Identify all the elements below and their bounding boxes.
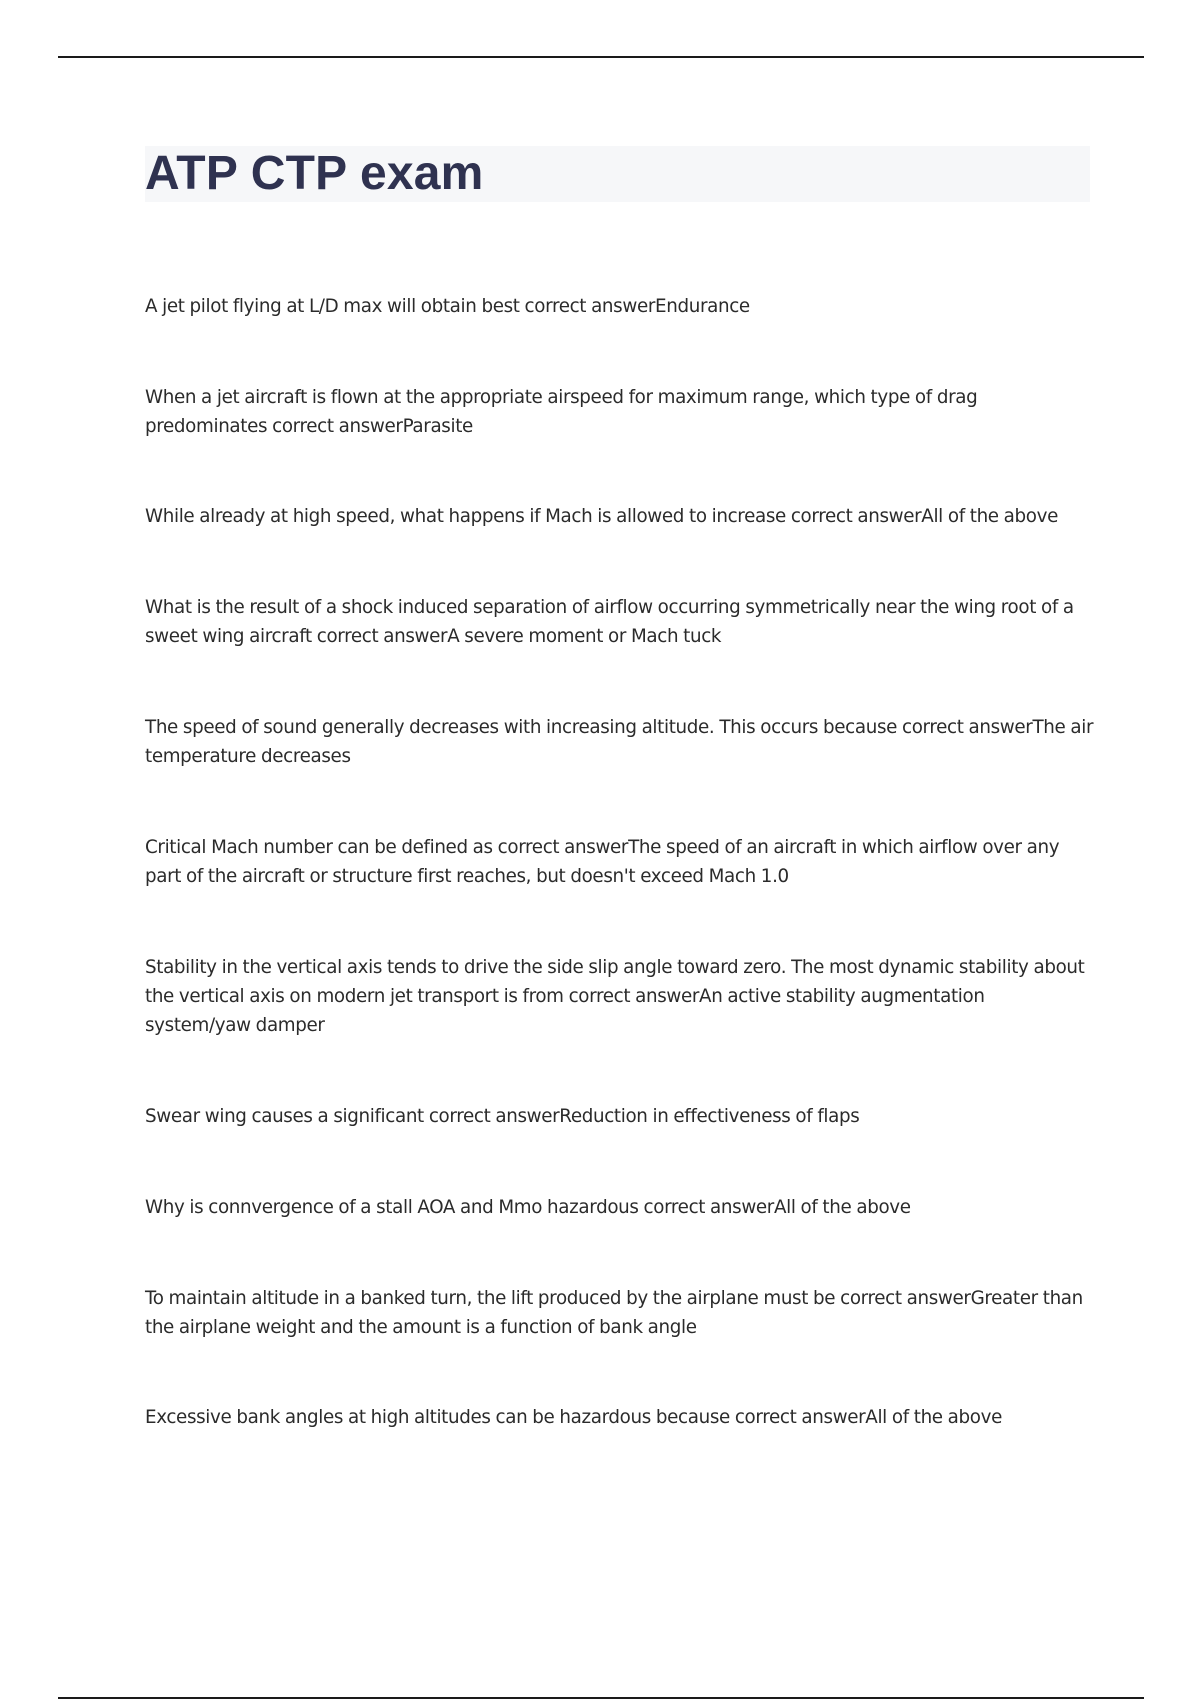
- bottom-divider: [58, 1697, 1144, 1699]
- question-item-5: The speed of sound generally decreases with increasing altitude. This occurs because correct answerThe air temperature decreases: [145, 717, 1094, 767]
- question-item-10: To maintain altitude in a banked turn, the lift produced by the airplane must be correct answerGreater than the airplane weight and the amount is a function of bank angle: [145, 1288, 1083, 1338]
- question-item-9: Why is connvergence of a stall AOA and Mmo hazardous correct answerAll of the above: [145, 1197, 911, 1218]
- question-item-1: A jet pilot flying at L/D max will obtain best correct answerEndurance: [145, 296, 750, 317]
- top-divider: [58, 56, 1144, 58]
- question-item-4: What is the result of a shock induced separation of airflow occurring symmetrically near the wing root of a sweet wing aircraft correct answerA severe moment or Mach tuck: [145, 597, 1074, 647]
- question-item-8: Swear wing causes a significant correct answerReduction in effectiveness of flaps: [145, 1106, 860, 1127]
- document-title: ATP CTP exam: [145, 147, 484, 200]
- question-item-3: While already at high speed, what happens if Mach is allowed to increase correct answerAll of the above: [145, 506, 1058, 527]
- question-item-11: Excessive bank angles at high altitudes can be hazardous because correct answerAll of the above: [145, 1407, 1002, 1428]
- question-item-2: When a jet aircraft is flown at the appropriate airspeed for maximum range, which type of drag predominates correct answerParasite: [145, 387, 978, 437]
- question-item-7: Stability in the vertical axis tends to drive the side slip angle toward zero. The most dynamic stability about the vertical axis on modern jet transport is from correct answerAn active stability augmentation system/yaw damper: [145, 957, 1085, 1036]
- question-item-6: Critical Mach number can be defined as correct answerThe speed of an aircraft in which airflow over any part of the aircraft or structure first reaches, but doesn't exceed Mach 1.0: [145, 837, 1060, 887]
